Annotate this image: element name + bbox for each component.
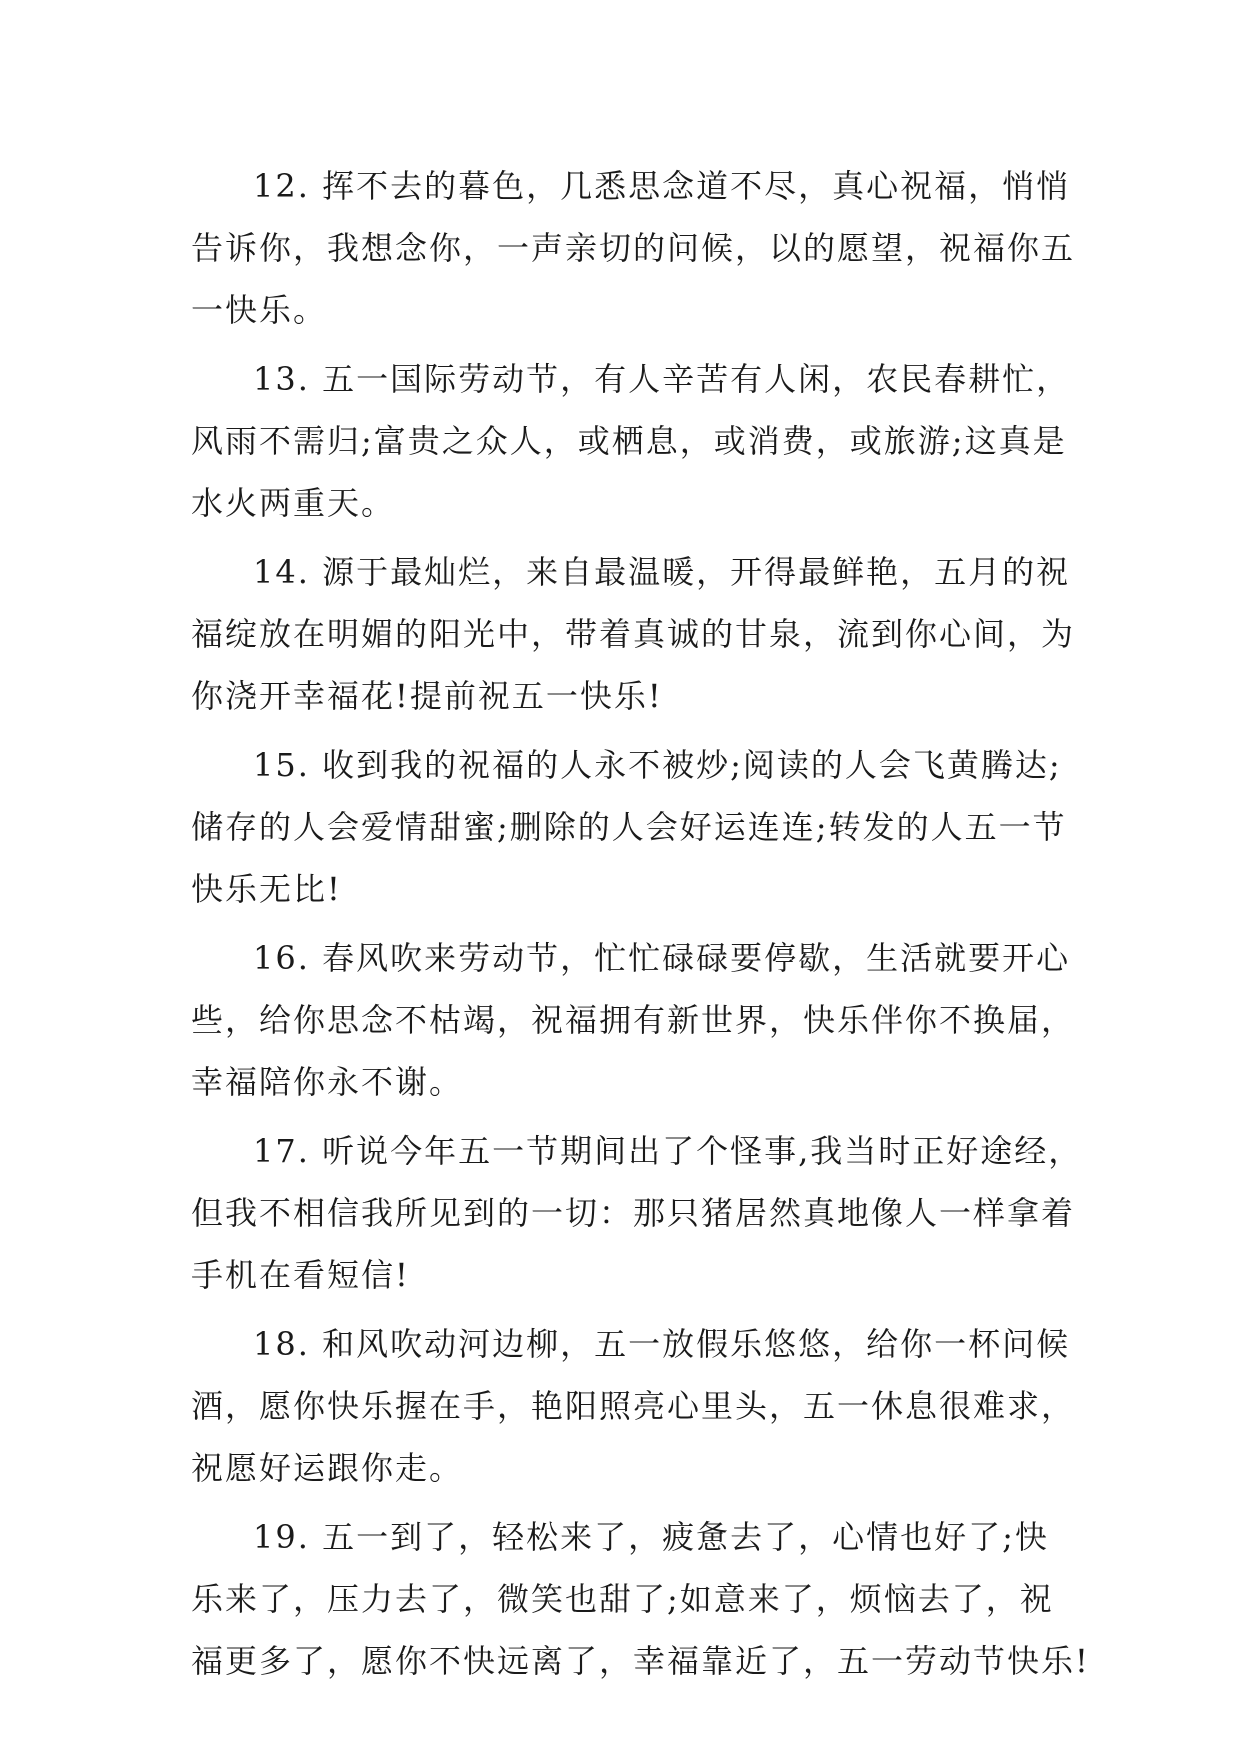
paragraph-12 [191, 155, 1076, 341]
paragraph-line: 17. 听说今年五一节期间出了个怪事,我当时正好途经， [253, 1132, 1083, 1170]
paragraph-line: 福绽放在明媚的阳光中，带着真诚的甘泉，流到你心间，为 [191, 615, 1076, 653]
paragraph-line: 福更多了，愿你不快远离了，幸福靠近了，五一劳动节快乐! [191, 1642, 1090, 1680]
paragraph-16 [191, 927, 1076, 1113]
paragraph-line: 13. 五一国际劳动节，有人辛苦有人闲，农民春耕忙， [253, 360, 1071, 398]
paragraph-line: 18. 和风吹动河边柳，五一放假乐悠悠，给你一杯问候 [253, 1325, 1071, 1363]
paragraph-line: 乐来了，压力去了，微笑也甜了;如意来了，烦恼去了，祝 [191, 1580, 1054, 1618]
paragraph-line: 12. 挥不去的暮色，几悉思念道不尽，真心祝福，悄悄 [253, 167, 1071, 205]
paragraph-13 [191, 348, 1071, 534]
paragraph-line: 15. 收到我的祝福的人永不被炒;阅读的人会飞黄腾达; [253, 746, 1062, 784]
paragraph-line: 14. 源于最灿烂，来自最温暖，开得最鲜艳，五月的祝 [253, 553, 1071, 591]
paragraph-line: 储存的人会爱情甜蜜;删除的人会好运连连;转发的人五一节 [191, 808, 1067, 846]
paragraph-line: 16. 春风吹来劳动节，忙忙碌碌要停歇，生活就要开心 [253, 939, 1071, 977]
paragraph-18 [191, 1313, 1076, 1499]
paragraph-14 [191, 541, 1076, 727]
paragraph-line: 些，给你思念不枯竭，祝福拥有新世界，快乐伴你不换届， [191, 1001, 1076, 1039]
paragraph-17 [191, 1120, 1083, 1306]
paragraph-line: 祝愿好运跟你走。 [191, 1449, 464, 1487]
paragraph-line: 风雨不需归;富贵之众人，或栖息，或消费，或旅游;这真是 [191, 422, 1067, 460]
paragraph-line: 手机在看短信! [191, 1256, 410, 1294]
paragraph-line: 19. 五一到了，轻松来了，疲惫去了，心情也好了;快 [253, 1518, 1049, 1556]
paragraph-line: 但我不相信我所见到的一切：那只猪居然真地像人一样拿着 [191, 1194, 1076, 1232]
paragraph-19 [191, 1506, 1090, 1692]
paragraph-line: 告诉你，我想念你，一声亲切的问候，以的愿望，祝福你五 [191, 229, 1076, 267]
paragraph-line: 酒，愿你快乐握在手，艳阳照亮心里头，五一休息很难求， [191, 1387, 1076, 1425]
paragraph-line: 快乐无比! [191, 870, 342, 908]
document-body [191, 155, 1090, 1699]
paragraph-line: 幸福陪你永不谢。 [191, 1063, 464, 1101]
paragraph-15 [191, 734, 1067, 920]
paragraph-line: 你浇开幸福花!提前祝五一快乐! [191, 677, 663, 715]
paragraph-line: 一快乐。 [191, 291, 328, 329]
paragraph-line: 水火两重天。 [191, 484, 396, 522]
